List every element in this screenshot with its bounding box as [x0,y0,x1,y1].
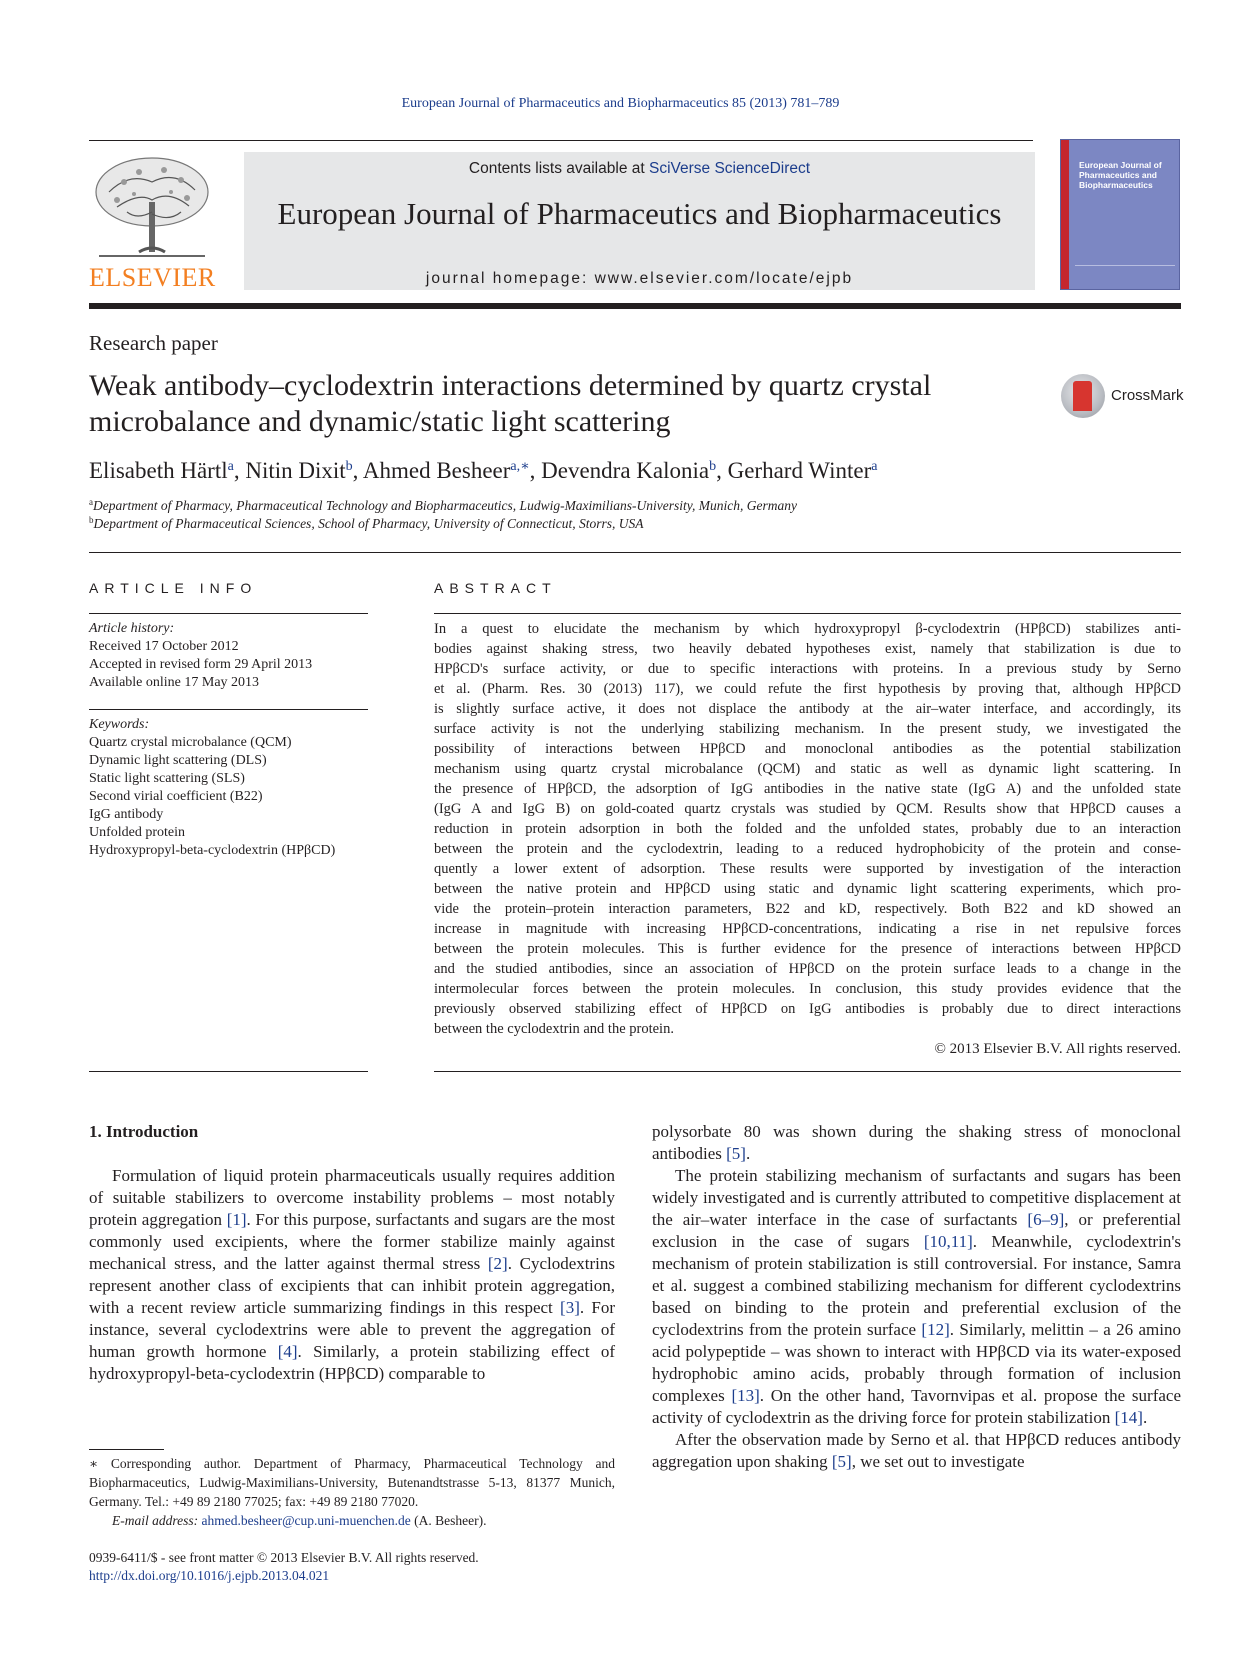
keyword: Dynamic light scattering (DLS) [89,753,267,768]
body-column-right [652,1121,1181,1473]
article-type: Research paper [89,331,218,355]
reference-link[interactable]: [1] [226,1210,247,1229]
body-paragraph [652,1429,1181,1473]
keyword: Static light scattering (SLS) [89,771,245,786]
abstract-line: between the cyclodextrin and the protein. [434,1021,674,1037]
journal-title: European Journal of Pharmaceutics and Biopharmaceutics [277,196,1002,231]
paper-title: Weak antibody–cyclodextrin interactions determined by quartz crystal microbalance and dynamic/static light scattering [89,369,932,438]
history-online: Available online 17 May 2013 [89,675,260,690]
contents-available: Contents lists available at SciVerse ScienceDirect [468,160,811,177]
body-text: . Cyclodextrins represent another class of excipients that can inhibit protein aggregation, with a recent review article summarizing findings in this respect [89,1254,615,1317]
abstract-line: increase in magnitude with increasing HPβCD-concentrations, indicating a rise in net repulsive forces [434,921,1181,937]
author-name[interactable]: Ahmed Besheer [362,458,511,483]
author-name[interactable]: Gerhard Winter [727,458,872,483]
abstract-line: In a quest to elucidate the mechanism by which hydroxypropyl β-cyclodextrin (HPβCD) stabilizes anti- [434,621,1181,637]
body-column-left [89,1165,615,1385]
abstract-line: et al. (Pharm. Res. 30 (2013) 117), we could refute the first hypothesis by proving that, although HPβCD [434,681,1181,697]
author-name[interactable]: Nitin Dixit [245,458,346,483]
author-affil-mark[interactable]: a [871,459,878,474]
front-matter-rule [89,552,1181,553]
reference-link[interactable]: [5] [831,1452,852,1471]
reference-link[interactable]: [13] [731,1386,760,1405]
journal-homepage[interactable]: journal homepage: www.elsevier.com/locate/ejpb [425,270,854,287]
journal-citation[interactable]: European Journal of Pharmaceutics and Biopharmaceutics 85 (2013) 781–789 [401,96,840,111]
header-rule [89,140,1033,141]
body-text: . On the other hand, Tavornvipas et al. propose the surface activity of cyclodextrin as the driving force for protein stabilization [652,1386,1181,1427]
front-matter-line: 0939-6411/$ - see front matter © 2013 Elsevier B.V. All rights reserved. [89,1550,479,1565]
abstract-line: reduction in protein adsorption in both the folded and the unfolded states, probably due to an interaction [434,821,1181,837]
author-name[interactable]: Devendra Kalonia [541,458,710,483]
abstract-line: HPβCD's surface activity, or due to specific interactions with proteins. In a previous study by Serno [434,661,1181,677]
email-link[interactable]: ahmed.besheer@cup.uni-muenchen.de [201,1513,411,1528]
body-text: . Similarly, melittin – a 26 amino acid polypeptide – was shown to interact with HPβCD via its water-exposed hydrophobic amino acids, probably through formation of inclusion complexes [652,1320,1181,1405]
abstract-line: mechanism using quartz crystal microbalance (QCM) and static as well as dynamic light scattering. In [434,761,1181,777]
abstract-line: intermolecular forces between the protein molecules. In conclusion, this study provides evidence that the [434,981,1181,997]
issn-block [89,1549,479,1585]
body-text: polysorbate 80 was shown during the shaking stress of monoclonal antibodies [652,1122,1181,1163]
abstract-line: quently a lower extent of adsorption. These results were supported by investigation of the interaction [434,861,1181,877]
keyword: Second virial coefficient (B22) [89,789,263,804]
keyword: Unfolded protein [89,825,186,840]
elsevier-wordmark: ELSEVIER [89,263,216,292]
history-revised: Accepted in revised form 29 April 2013 [89,657,313,672]
body-paragraph [652,1165,1181,1429]
footnote [89,1454,615,1530]
article-info-heading: ARTICLE INFO [89,580,258,596]
article-info-rule [89,709,368,710]
reference-link[interactable]: [4] [277,1342,298,1361]
copyright-notice: © 2013 Elsevier B.V. All rights reserved. [934,1041,1181,1057]
abstract-line: between the protein and the cyclodextrin, leading to a reduced hydrophobicity of the protein and conse- [434,841,1181,857]
abstract-line: vide the protein–protein interaction parameters, B22 and kD, respectively. Both B22 and kD showed an [434,901,1181,917]
crossmark-icon [1061,374,1105,418]
body-text: . For this purpose, surfactants and sugars are the most commonly used excipients, where the former stabilize mainly against mechanical stress, and the latter against thermal stress [89,1210,615,1273]
reference-link[interactable]: [5] [726,1144,746,1163]
article-history [89,620,312,692]
cover-strip [1061,140,1069,289]
keyword: Hydroxypropyl-beta-cyclodextrin (HPβCD) [89,843,336,858]
corresponding-author-note: ∗ Corresponding author. Department of Pharmacy, Pharmaceutical Technology and Biopharmaceutics, Ludwig-Maximilians-University, Butenandtstrasse 5-13, 81377 Munich, Germany. Tel.: +49 89 2180 77025; fax: +49 89 2180 77020. [89,1456,615,1509]
abstract-line: previously observed stabilizing effect of HPβCD on IgG antibodies is probably due to direct interactions [434,1001,1181,1017]
body-paragraph [652,1121,1181,1165]
abstract-line: the presence of HPβCD, the adsorption of IgG antibodies in the native state (IgG A) and the unfolded state [434,781,1181,797]
footnote-rule [89,1449,164,1450]
abstract-line: between the protein molecules. This is further evidence for the presence of interactions between HPβCD [434,941,1181,957]
author-list: Elisabeth Härtl$^a$, Nitin Dixit$^b$, Ahmed Besheer$^{a,∗}$, Devendra Kalonia$^b$, Gerhard Winter$^a$ [89,458,878,483]
elsevier-tree-icon [89,152,215,262]
abstract-line: bodies against shaking stress, two heavily debated hypotheses exist, namely that stabilization is due to [434,641,1181,657]
keywords-label: Keywords: [89,717,150,732]
body-text: Formulation of liquid protein pharmaceuticals usually requires addition of suitable stabilizers to overcome instability problems – most notably protein aggregation [89,1166,615,1229]
abstract-line: (IgG A and IgG B) on gold-coated quartz crystals was studied by QCM. Results show that HPβCD causes a [434,801,1181,817]
affiliation: $^b$Department of Pharmaceutical Sciences, School of Pharmacy, University of Connecticut, Storrs, USA [89,515,644,531]
keyword: Quartz crystal microbalance (QCM) [89,735,292,750]
body-text: , we set out to investigate [851,1452,1025,1471]
journal-cover-image[interactable] [1060,139,1180,290]
cover-footer [1075,265,1175,285]
history-received: Received 17 October 2012 [89,639,239,654]
elsevier-logo[interactable] [89,152,215,292]
affiliations [89,497,797,533]
reference-link[interactable]: [3] [560,1298,580,1317]
abstract-line: possibility of interactions between HPβCD and monoclonal antibodies as the potential stabilization [434,741,1181,757]
section-heading: 1. Introduction [89,1122,199,1141]
abstract-rule [434,613,1181,614]
abstract-heading: ABSTRACT [434,580,557,596]
body-text: The protein stabilizing mechanism of surfactants and sugars has been widely investigated and is currently attributed to competitive displacement at the air–water interface in the case of surfactants [652,1166,1181,1229]
body-text: , or preferential exclusion in the case of sugars [652,1210,1181,1251]
history-label: Article history: [89,621,175,636]
reference-link[interactable]: [2] [487,1254,508,1273]
abstract-line: and the studied antibodies, since an association of HPβCD on the protein surface leads to a change in the [434,961,1181,977]
body-text: . [1142,1408,1148,1427]
reference-link[interactable]: [14] [1114,1408,1143,1427]
body-text: After the observation made by Serno et al. that HPβCD reduces antibody aggregation upon shaking [652,1430,1181,1471]
article-info-rule [89,613,368,614]
sciencedirect-link[interactable]: SciVerse ScienceDirect [648,160,811,177]
abstract-line: between the native protein and HPβCD using static and dynamic light scattering experiments, which pro- [434,881,1181,897]
abstract-body [434,619,1181,1039]
abstract-rule [434,1071,1181,1072]
abstract-line: surface activity is not the underlying stabilizing mechanism. In the present study, we investigated the [434,721,1181,737]
author-affil-mark[interactable]: a [227,459,234,474]
crossmark-button[interactable] [1061,374,1185,420]
body-text: . Similarly, a protein stabilizing effect of hydroxypropyl-beta-cyclodextrin (HPβCD) comparable to [89,1342,615,1383]
author-name[interactable]: Elisabeth Härtl [89,458,228,483]
article-info-rule [89,1071,368,1072]
author-affil-mark[interactable]: b [345,459,353,474]
email-note: E-mail address: ahmed.besheer@cup.uni-muenchen.de (A. Besheer). [112,1513,487,1528]
body-text: . Meanwhile, cyclodextrin's mechanism of protein stabilization is still controversial. For instance, Samra et al. suggest a combined stabilizing mechanism for different cyclodextrins based on binding to the protein and preferential exclusion of the cyclodextrins from the protein surface [652,1232,1181,1339]
abstract-line: is slightly surface active, it does not displace the antibody at the air–water interface, and accordingly, its [434,701,1181,717]
keyword: IgG antibody [89,807,164,822]
body-text: . For instance, several cyclodextrins were able to prevent the aggregation of human growth hormone [89,1298,615,1361]
reference-link[interactable]: [6–9] [1027,1210,1065,1229]
reference-link[interactable]: [12] [921,1320,950,1339]
body-text: . [745,1144,751,1163]
body-paragraph [89,1165,615,1385]
doi-link[interactable]: http://dx.doi.org/10.1016/j.ejpb.2013.04.021 [89,1568,330,1583]
author-affil-mark[interactable]: a,∗ [510,459,530,474]
journal-banner [244,152,1035,290]
author-affil-mark[interactable]: b [709,459,717,474]
reference-link[interactable]: [10,11] [923,1232,973,1251]
header-thick-rule [89,303,1181,309]
cover-title: European Journal of Pharmaceutics and Biopharmaceutics [1079,160,1162,190]
crossmark-label: CrossMark [1111,387,1184,404]
keywords [89,716,335,860]
affiliation: $^a$Department of Pharmacy, Pharmaceutical Technology and Biopharmaceutics, Ludwig-Maximilians-University, Munich, Germany [89,497,798,513]
